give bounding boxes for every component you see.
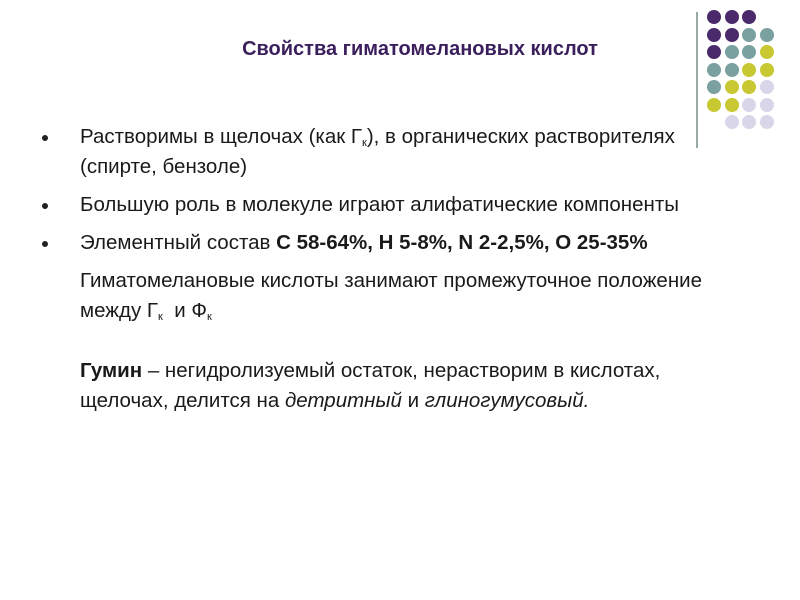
bullet-icon	[42, 241, 48, 247]
decorative-dot	[742, 28, 756, 42]
bullet-text: Большую роль в молекуле играют алифатические компоненты	[80, 193, 679, 216]
bullet-text: Растворимы в щелочах (как Г	[80, 125, 362, 148]
decorative-dot	[707, 98, 721, 112]
decorative-dot	[760, 28, 774, 42]
paragraph-intermediate	[38, 266, 718, 326]
paragraph-text: – негидролизуемый остаток, нерастворим в кислотах, щелочах, делится на	[80, 359, 661, 412]
decorative-dot	[725, 10, 739, 24]
decorative-dot	[707, 63, 721, 77]
decorative-dot	[725, 80, 739, 94]
decorative-dot	[707, 80, 721, 94]
decorative-dot	[742, 98, 756, 112]
bullet-item-composition	[38, 228, 718, 258]
bullet-icon	[42, 135, 48, 141]
bullet-item-solubility	[38, 122, 718, 182]
decorative-dot	[742, 45, 756, 59]
composition-values: С 58-64%, Н 5-8%, N 2-2,5%, О 25-35%	[276, 231, 648, 254]
decorative-dot	[707, 10, 721, 24]
decorative-dot	[725, 45, 739, 59]
slide-content	[38, 122, 718, 416]
term-humin: Гумин	[80, 359, 143, 382]
decorative-dot	[742, 63, 756, 77]
slide-title: Свойства гиматомелановых кислот	[242, 38, 598, 60]
bullet-icon	[42, 203, 48, 209]
decorative-dot-grid	[707, 10, 797, 130]
decorative-dot	[742, 115, 756, 129]
bullet-text: Элементный состав	[80, 231, 277, 254]
decorative-dot	[725, 28, 739, 42]
paragraph-text: Гиматомелановые кислоты занимают промежуточное положение между Г	[80, 269, 703, 322]
decorative-dot	[760, 63, 774, 77]
decorative-dot	[725, 63, 739, 77]
decorative-dot	[760, 98, 774, 112]
decorative-dot	[707, 28, 721, 42]
decorative-dot	[725, 115, 739, 129]
decorative-dot	[707, 45, 721, 59]
decorative-dot	[760, 45, 774, 59]
paragraph-text: и	[401, 389, 425, 412]
bullet-text: ), в органических растворителях (спирте, бензоле)	[80, 125, 675, 178]
decorative-dot	[760, 80, 774, 94]
term-detrital: детритный	[284, 389, 402, 412]
subscript: к	[206, 311, 212, 323]
bullet-item-aliphatic	[38, 190, 718, 220]
decorative-dot	[742, 10, 756, 24]
paragraph-humin	[38, 356, 718, 416]
term-clay-humus: глиногумусовый.	[424, 389, 590, 412]
decorative-dot	[725, 98, 739, 112]
subscript: к	[362, 137, 367, 149]
subscript: к	[158, 311, 163, 323]
decorative-dot	[760, 115, 774, 129]
decorative-dot	[742, 80, 756, 94]
paragraph-text: и Ф	[162, 299, 207, 322]
